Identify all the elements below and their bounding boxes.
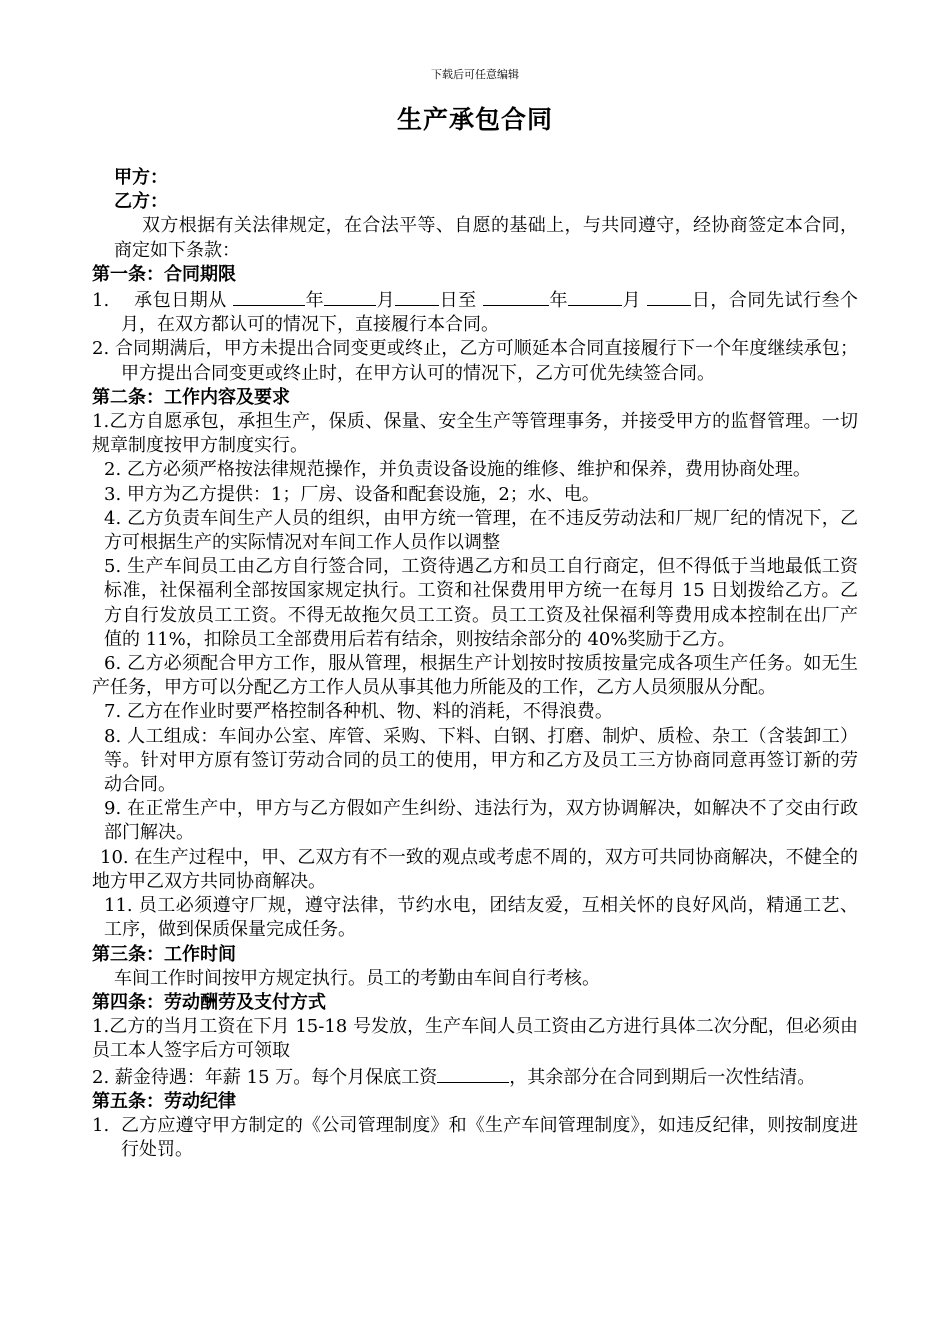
item-text: 2. 薪金待遇：年薪 15 万。每个月保底工资 <box>92 1066 438 1088</box>
item-number: 1. <box>92 290 110 312</box>
section-2-item-6: 6. 乙方必须配合甲方工作，服从管理，根据生产计划按时按质按量完成各项生产任务。如无生产任务，甲方可以分配乙方工作人员从事其他力所能及的工作，乙方人员须服从分配。 <box>92 653 858 699</box>
section-4-item-1: 1.乙方的当月工资在下月 15-18 号发放，生产车间人员工资由乙方进行具体二次分配，但必须由员工本人签字后方可领取 <box>92 1016 858 1062</box>
item-text: 月 <box>376 290 396 312</box>
section-2-item-1: 1.乙方自愿承包，承担生产，保质、保量、安全生产等管理事务，并接受甲方的监督管理。一切规章制度按甲方制度实行。 <box>92 411 858 457</box>
section-3-heading: 第三条：工作时间 <box>92 943 236 965</box>
section-1-item-2 <box>92 337 858 385</box>
item-text: 乙方应遵守甲方制定的《公司管理制度》和《生产车间管理制度》，如违反纪律，则按制度进行处罚。 <box>121 1114 858 1161</box>
blank-line <box>437 1064 509 1083</box>
contract-body <box>92 166 858 1162</box>
item-number: 2. <box>92 338 110 360</box>
item-text: ，合同先试行叁个月，在双方都认可的情况下，直接履行本合同。 <box>121 290 859 336</box>
section-5-item-1 <box>92 1114 858 1162</box>
section-2-item-10: 10. 在生产过程中，甲、乙双方有不一致的观点或考虑不周的，双方可共同协商解决，不健全的地方甲乙双方共同协商解决。 <box>92 846 858 892</box>
section-2-item-3: 3. 甲方为乙方提供：1；厂房、设备和配套设施，2；水、电。 <box>104 483 600 505</box>
section-2-item-9: 9. 在正常生产中，甲方与乙方假如产生纠纷、违法行为，双方协调解决，如解决不了交由行政部门解决。 <box>104 798 858 844</box>
section-4-heading: 第四条：劳动酬劳及支付方式 <box>92 991 326 1013</box>
section-5-heading: 第五条：劳动纪律 <box>92 1090 236 1112</box>
blank-line <box>395 287 439 306</box>
item-text: 年 <box>305 290 325 312</box>
item-text: 承包日期从 <box>134 290 227 312</box>
item-text: 年 <box>548 290 569 312</box>
party-b: 乙方： <box>114 191 168 213</box>
party-a: 甲方： <box>114 167 168 188</box>
section-2-item-2: 2. 乙方必须严格按法律规范操作，并负责设备设施的维修、维护和保养，费用协商处理。 <box>104 459 811 481</box>
item-text: 日 <box>691 290 711 312</box>
item-number: 1. <box>92 1114 110 1136</box>
section-2-item-7: 7. 乙方在作业时要严格控制各种机、物、料的消耗，不得浪费。 <box>104 701 613 723</box>
document-title: 生产承包合同 <box>396 105 553 134</box>
section-4-item-2 <box>92 1064 858 1090</box>
section-2-heading: 第二条：工作内容及要求 <box>92 386 290 408</box>
item-text: ，其余部分在合同到期后一次性结清。 <box>509 1066 816 1088</box>
blank-line <box>483 287 549 306</box>
section-2-item-5: 5. 生产车间员工由乙方自行签合同，工资待遇乙方和员工自行商定，但不得低于当地最低工资标准，社保福利全部按国家规定执行。工资和社保费用甲方统一在每月 15 日划拨给乙方。乙方自行发放员工工资。不得无故拖欠员工工资。员工工资及社保福利等费用成本控制在出厂产值的 11%，扣除员工全部费用后若有结余，则按结余部分的 40%奖励于乙方。 <box>104 556 858 650</box>
section-3-text: 车间工作时间按甲方规定执行。员工的考勤由车间自行考核。 <box>114 967 600 989</box>
blank-line <box>568 287 622 306</box>
blank-line <box>647 287 691 306</box>
item-text: 合同期满后，甲方未提出合同变更或终止，乙方可顺延本合同直接履行下一个年度继续承包；甲方提出合同变更或终止时，在甲方认可的情况下，乙方可优先续签合同。 <box>115 338 858 384</box>
section-1-item-1 <box>92 287 858 337</box>
section-2-item-8: 8. 人工组成：车间办公室、库管、采购、下料、白钢、打磨、制炉、质检、杂工（含装卸工）等。针对甲方原有签订劳动合同的员工的使用，甲方和乙方及员工三方协商同意再签订新的劳动合同。 <box>104 725 858 796</box>
item-text: 月 <box>622 290 642 312</box>
section-2-item-11: 11. 员工必须遵守厂规，遵守法律，节约水电，团结友爱，互相关怀的良好风尚，精通工艺、工序，做到保质保量完成任务。 <box>104 895 858 941</box>
intro-paragraph: 双方根据有关法律规定，在合法平等、自愿的基础上，与共同遵守，经协商签定本合同，商定如下条款： <box>114 215 858 261</box>
blank-line <box>324 287 376 306</box>
section-1-heading: 第一条：合同期限 <box>92 263 236 285</box>
header-note: 下载后可任意编辑 <box>431 68 519 81</box>
section-2-item-4: 4. 乙方负责车间生产人员的组织，由甲方统一管理，在不违反劳动法和厂规厂纪的情况下，乙方可根据生产的实际情况对车间工作人员作以调整 <box>104 507 858 554</box>
blank-line <box>233 287 305 306</box>
item-text: 日至 <box>439 290 477 312</box>
